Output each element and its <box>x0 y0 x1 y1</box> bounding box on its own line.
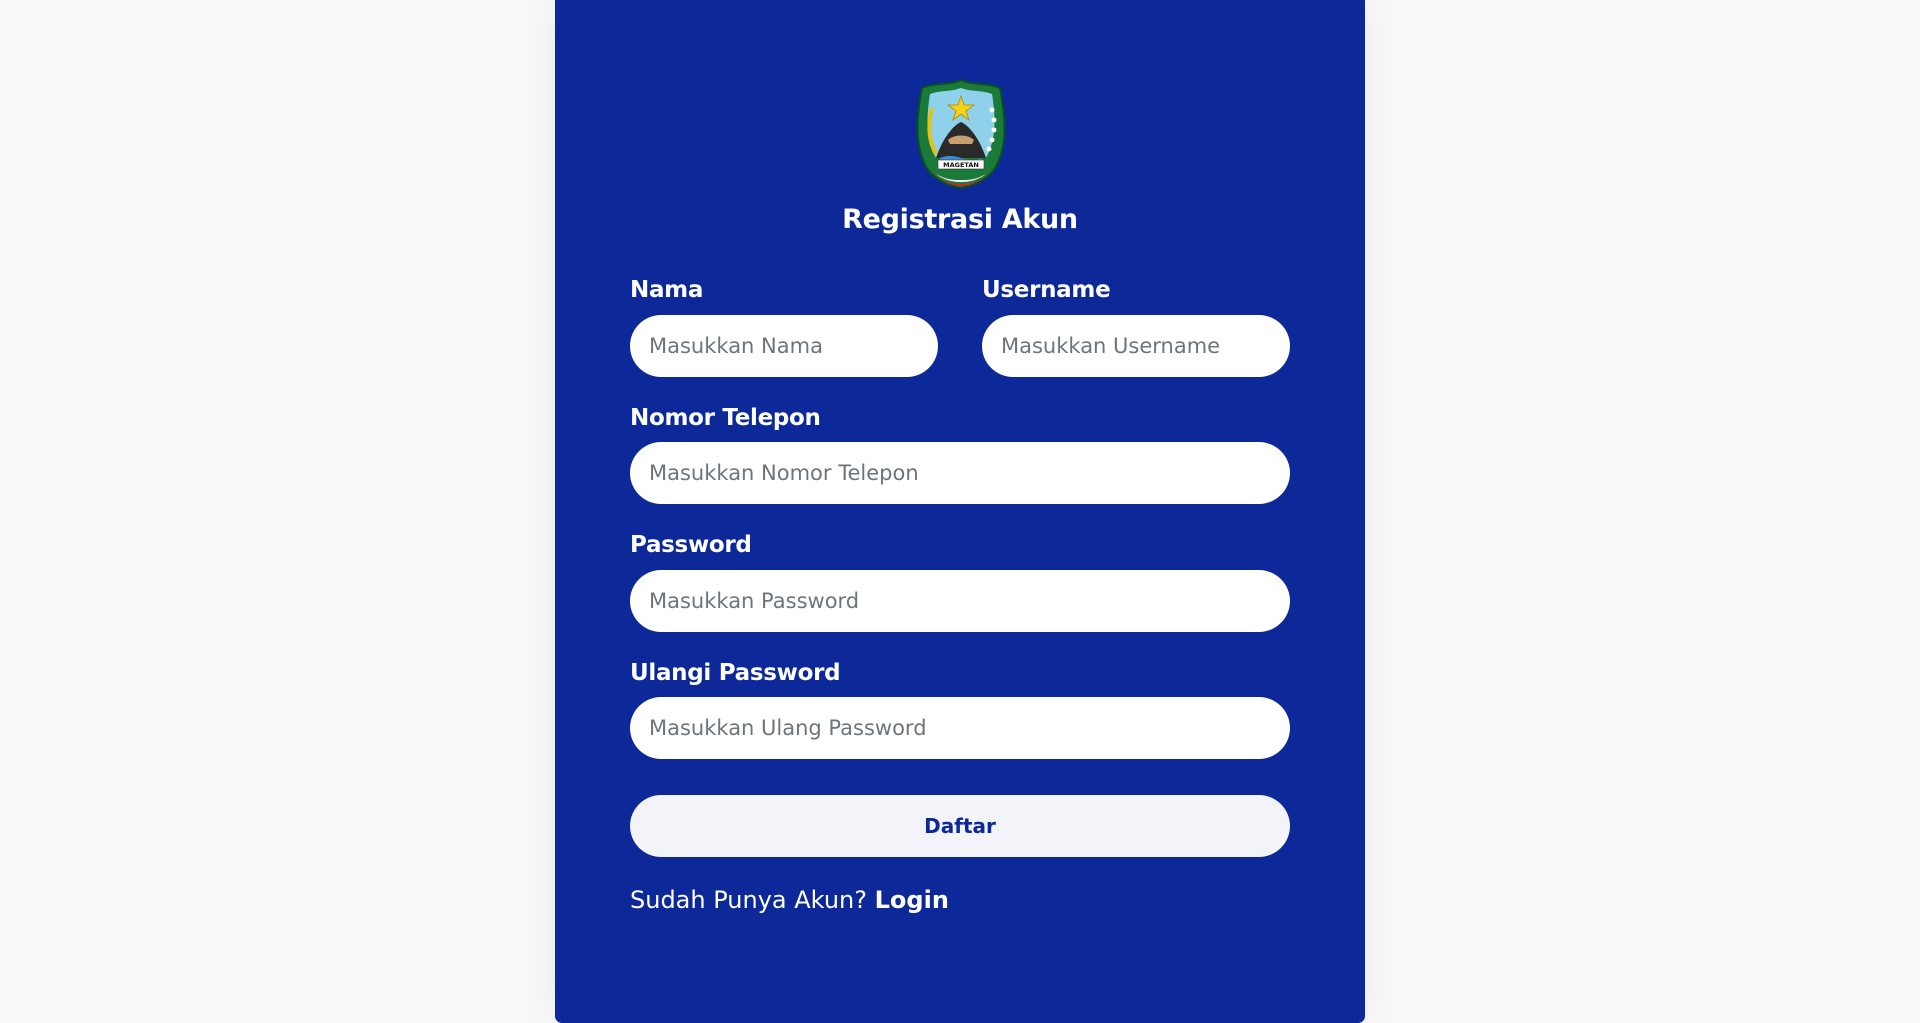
registration-card <box>555 0 1365 1023</box>
nama-input[interactable] <box>630 315 938 377</box>
login-prompt <box>630 886 949 914</box>
password-input[interactable] <box>630 570 1290 632</box>
ulangi-password-label: Ulangi Password <box>630 660 841 686</box>
page-title: Registrasi Akun <box>842 204 1078 235</box>
daftar-button[interactable]: Daftar <box>630 795 1290 857</box>
magetan-emblem-logo <box>914 78 1008 190</box>
login-link[interactable]: Login <box>874 886 949 914</box>
password-label: Password <box>630 532 752 558</box>
username-label: Username <box>982 277 1111 303</box>
nomor-telepon-input[interactable] <box>630 442 1290 504</box>
login-prompt-text: Sudah Punya Akun? <box>630 886 867 914</box>
username-input[interactable] <box>982 315 1290 377</box>
nomor-telepon-label: Nomor Telepon <box>630 405 821 431</box>
nama-label: Nama <box>630 277 704 303</box>
svg-text:MAGETAN: MAGETAN <box>943 161 979 169</box>
ulangi-password-input[interactable] <box>630 697 1290 759</box>
